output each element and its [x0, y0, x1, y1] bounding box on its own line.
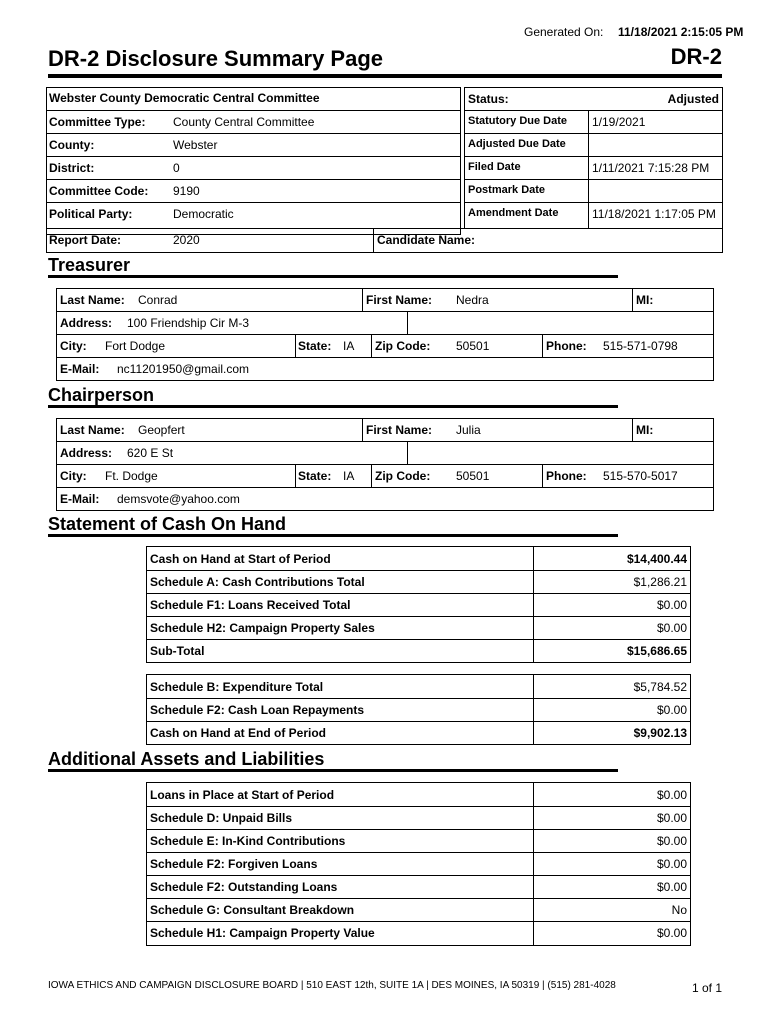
treasurer-state: IA [343, 339, 355, 353]
filed-date-label: Filed Date [468, 161, 521, 173]
district-value: 0 [173, 161, 180, 175]
committee-code-value: 9190 [173, 184, 200, 198]
cash-row-value: $14,400.44 [626, 552, 687, 566]
filed-date-value: 1/11/2021 7:15:28 PM [592, 161, 710, 175]
treasurer-phone-label: Phone: [546, 339, 587, 353]
treasurer-heading: Treasurer [48, 255, 131, 275]
cash-subtotal-label: Sub-Total [150, 644, 205, 658]
asset-row-label: Schedule D: Unpaid Bills [150, 811, 293, 825]
asset-row-value: $0.00 [656, 811, 687, 825]
postmark-date-label: Postmark Date [468, 184, 546, 196]
status-value: Adjusted [667, 92, 719, 106]
status-box [464, 87, 723, 229]
treasurer-rule [48, 275, 618, 278]
statutory-due-value: 1/19/2021 [592, 115, 646, 129]
chair-zip: 50501 [456, 469, 490, 483]
report-date-label: Report Date: [49, 233, 122, 247]
district-label: District: [49, 161, 95, 175]
report-date-value: 2020 [173, 233, 200, 247]
party-label: Political Party: [49, 207, 133, 221]
asset-row-label: Schedule F2: Forgiven Loans [150, 857, 318, 871]
asset-row-value: $0.00 [656, 880, 687, 894]
page-title: DR-2 Disclosure Summary Page [48, 46, 384, 71]
cash-subtotal-value: $15,686.65 [626, 644, 687, 658]
chair-email-label: E-Mail: [60, 492, 100, 506]
committee-code-label: Committee Code: [49, 184, 149, 198]
chair-phone-label: Phone: [546, 469, 587, 483]
adjusted-due-label: Adjusted Due Date [468, 138, 566, 150]
treasurer-first-name-label: First Name: [366, 293, 433, 307]
asset-row-label: Loans in Place at Start of Period [150, 788, 335, 802]
chairperson-box [56, 418, 714, 511]
county-label: County: [49, 138, 95, 152]
asset-row-value: No [671, 903, 687, 917]
chair-city-label: City: [60, 469, 87, 483]
amendment-date-label: Amendment Date [468, 207, 559, 219]
treasurer-mi-label: MI: [636, 293, 654, 307]
committee-info-box [46, 87, 461, 235]
cash-table [146, 546, 691, 663]
asset-row-value: $0.00 [656, 926, 687, 940]
assets-table [146, 782, 691, 946]
chair-first-name: Julia [456, 423, 481, 437]
cash-row-label: Schedule F2: Cash Loan Repayments [150, 703, 365, 717]
cash-row-label: Cash on Hand at Start of Period [150, 552, 331, 566]
form-code: DR-2 [670, 44, 722, 69]
committee-type-value: County Central Committee [173, 115, 315, 129]
chair-city: Ft. Dodge [105, 469, 158, 483]
treasurer-zip-label: Zip Code: [375, 339, 431, 353]
treasurer-box [56, 288, 714, 381]
chair-phone: 515-570-5017 [603, 469, 678, 483]
chair-last-name-label: Last Name: [60, 423, 125, 437]
cash-table-2 [146, 674, 691, 745]
asset-row-label: Schedule F2: Outstanding Loans [150, 880, 338, 894]
asset-row-value: $0.00 [656, 857, 687, 871]
report-date-row [46, 228, 723, 253]
asset-row-label: Schedule H1: Campaign Property Value [150, 926, 375, 940]
chair-zip-label: Zip Code: [375, 469, 431, 483]
treasurer-last-name: Conrad [138, 293, 178, 307]
chair-last-name: Geopfert [138, 423, 185, 437]
generated-label: Generated On: [524, 25, 604, 39]
treasurer-address: 100 Friendship Cir M-3 [127, 316, 250, 330]
chairperson-heading: Chairperson [48, 385, 155, 405]
chair-email: demsvote@yahoo.com [117, 492, 240, 506]
cash-row-value: $0.00 [656, 621, 687, 635]
assets-rule [48, 769, 618, 772]
cash-end-value: $9,902.13 [633, 726, 687, 740]
cash-row-value: $1,286.21 [633, 575, 687, 589]
cash-row-value: $5,784.52 [633, 680, 687, 694]
cash-rule [48, 534, 618, 537]
candidate-name-label: Candidate Name: [377, 233, 476, 247]
chairperson-rule [48, 405, 618, 408]
status-label: Status: [468, 92, 509, 106]
chair-address: 620 E St [127, 446, 174, 460]
footer-address: IOWA ETHICS AND CAMPAIGN DISCLOSURE BOARD | 510 EAST 12th, SUITE 1A | DES MOINES, IA 50319 | (515) 281-4028 [48, 980, 616, 991]
cash-end-label: Cash on Hand at End of Period [150, 726, 327, 740]
asset-row-value: $0.00 [656, 788, 687, 802]
cash-row-label: Schedule H2: Campaign Property Sales [150, 621, 375, 635]
treasurer-address-label: Address: [60, 316, 113, 330]
asset-row-value: $0.00 [656, 834, 687, 848]
committee-type-label: Committee Type: [49, 115, 146, 129]
treasurer-zip: 50501 [456, 339, 490, 353]
county-value: Webster [173, 138, 218, 152]
amendment-date-value: 11/18/2021 1:17:05 PM [592, 207, 716, 221]
treasurer-city-label: City: [60, 339, 87, 353]
treasurer-email-label: E-Mail: [60, 362, 100, 376]
asset-row-label: Schedule G: Consultant Breakdown [150, 903, 355, 917]
chair-state-label: State: [298, 469, 332, 483]
chair-address-label: Address: [60, 446, 113, 460]
treasurer-first-name: Nedra [456, 293, 489, 307]
cash-row-label: Schedule F1: Loans Received Total [150, 598, 351, 612]
page-number: 1 of 1 [691, 981, 722, 995]
cash-row-value: $0.00 [656, 703, 687, 717]
cash-heading: Statement of Cash On Hand [48, 514, 287, 534]
treasurer-phone: 515-571-0798 [603, 339, 678, 353]
treasurer-email: nc11201950@gmail.com [117, 362, 250, 376]
asset-row-label: Schedule E: In-Kind Contributions [150, 834, 346, 848]
cash-row-label: Schedule A: Cash Contributions Total [150, 575, 365, 589]
cash-row-label: Schedule B: Expenditure Total [150, 680, 324, 694]
treasurer-state-label: State: [298, 339, 332, 353]
committee-name: Webster County Democratic Central Committee [49, 91, 320, 105]
cash-row-value: $0.00 [656, 598, 687, 612]
generated-value: 11/18/2021 2:15:05 PM [618, 25, 744, 39]
chair-first-name-label: First Name: [366, 423, 433, 437]
assets-heading: Additional Assets and Liabilities [48, 749, 325, 769]
party-value: Democratic [173, 207, 234, 221]
treasurer-city: Fort Dodge [105, 339, 166, 353]
statutory-due-label: Statutory Due Date [468, 115, 568, 127]
title-rule [48, 74, 722, 78]
chair-mi-label: MI: [636, 423, 654, 437]
chair-state: IA [343, 469, 355, 483]
treasurer-last-name-label: Last Name: [60, 293, 125, 307]
